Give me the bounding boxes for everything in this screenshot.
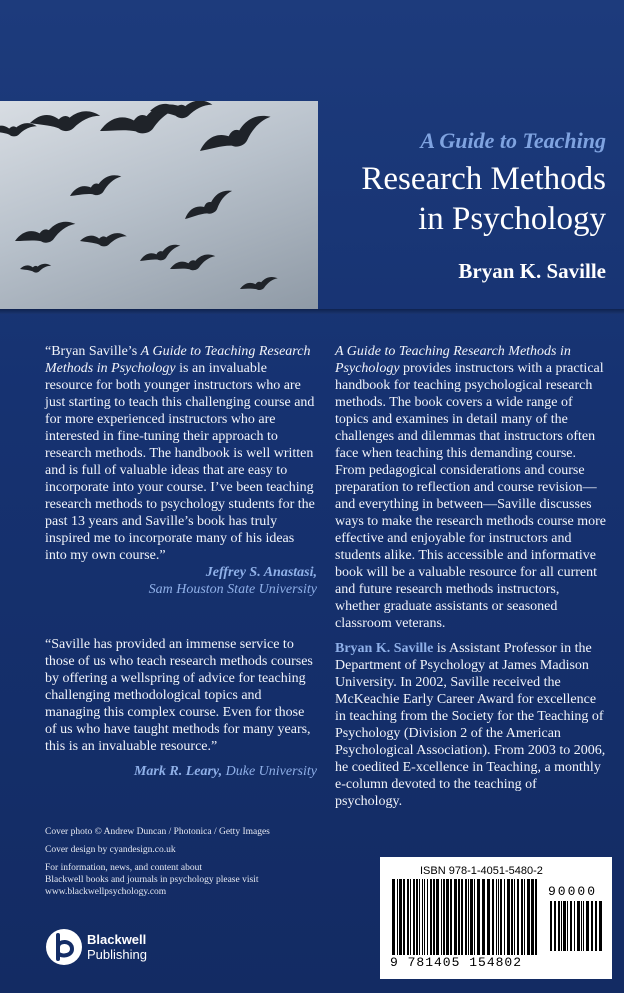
citation-1-affiliation: Sam Houston State University [148,582,317,597]
photo-credit: Cover photo © Andrew Duncan / Photonica / Getty Images [45,827,270,837]
publisher-info-line-2: Blackwell books and journals in psychology please visit [45,875,259,885]
barcode-stripe [430,879,432,955]
barcode-stripe [482,879,485,955]
barcode-stripe [511,879,513,955]
book-description [335,343,607,632]
barcode-stripe [477,879,480,955]
barcode-stripe [443,879,445,955]
barcode-stripe [433,879,435,955]
citation-1-name: Jeffrey S. Anastasi, [205,565,317,580]
barcode-stripe [465,879,467,955]
barcode-stripe [524,879,525,955]
barcode-stripe [468,879,469,955]
barcode-stripe [422,879,423,955]
barcode-stripe [577,901,580,951]
barcode-stripe [527,879,530,955]
bio-author-name: Bryan K. Saville [335,641,434,656]
barcode-stripe [567,901,568,951]
citation-2-affiliation: Duke University [222,764,317,779]
barcode-stripe [498,879,499,955]
endorsement-quote-2: “Saville has provided an immense service to those of us who teach research methods courses by offering a wellspring of advice for teaching challenging methodological topics and managing this complex course. Even for those of us who have taught methods for many years, this is an invaluable resource.” [45,637,313,754]
endorsement-citation-2 [45,763,317,780]
publisher-info-line-1: For information, news, and content about [45,863,202,873]
publisher-info-url: www.blackwellpsychology.com [45,887,167,897]
barcode-stripe [403,879,405,955]
barcode-stripe [535,879,537,955]
description-column [335,343,607,810]
quote-1-book-title: A Guide to Teaching Research Methods in Psychology [45,344,311,376]
barcode-stripe [583,901,584,951]
barcode-stripe [563,901,566,951]
barcode-stripe [492,879,494,955]
citation-2-name: Mark R. Leary, [133,764,223,779]
barcode-stripe [496,879,497,955]
barcode-stripe [504,879,505,955]
barcode-stripe [474,879,475,955]
barcode-stripe [531,879,534,955]
barcode-stripe [436,879,439,955]
barcode-digits: 9 781405 154802 [390,955,523,970]
barcode-stripe [550,901,552,951]
birds-illustration [0,101,318,309]
barcode-stripe [521,879,523,955]
barcode-stripe [413,879,415,955]
barcode-stripe [461,879,463,955]
price-code: 90000 [548,884,598,899]
barcode-stripe [419,879,420,955]
publisher-name-line-2: Publishing [87,947,147,962]
barcode-stripe [446,879,449,955]
author-bio [335,640,607,810]
price-barcode [548,901,604,951]
isbn-number: ISBN 978-1-4051-5480-2 [420,865,543,877]
barcode-stripe [507,879,510,955]
quote-1-text: is an invaluable resource for both younger instructors who are just starting to teach this challenging course and for more experienced instructors who are interested in fine-tuning their approach to research methods. The handbook is well written and is full of valuable ideas that are easy to incorporate into your course. I’ve been teaching research methods to psychology students for the past 13 years and Saville’s book has truly inspired me to incorporate many of his ideas into my own course.” [45,361,315,563]
barcode-stripe [517,879,519,955]
isbn-barcode [390,879,540,955]
bio-text: is Assistant Professor in the Department of Psychology at James Madison University. In 2002, Saville received the McKeachie Early Career Award for excellence in teaching from the Society for the Teaching of Psychology (Division 2 of the American Psychological Association). From 2003 to 2006, he coedited E-xcellence in Teaching, a monthly e-column devoted to the teaching of psychology. [335,641,606,809]
barcode-stripe [397,879,398,955]
book-title-line-2: in Psychology [418,201,606,237]
publisher-name-line-1: Blackwell [87,932,147,947]
description-text: provides instructors with a practical handbook for teaching psychological research methods. The book covers a wide range of topics and examines in detail many of the challenges and dilemmas that instructors often face when teaching this demanding course. From pedagogical considerations and course preparation to reflection and course revision—and everything in between—Saville discusses ways to make the research methods course more effective and enjoyable for instructors and students alike. This accessible and informative book will be a valuable resource for all current and future research methods instructors, whether graduate assistants or seasoned classroom veterans. [335,361,606,631]
blackwell-logo-icon [45,928,83,966]
barcode-stripe [416,879,418,955]
description-book-title: A Guide to Teaching Research Methods in Psychology [335,344,571,376]
barcode-stripe [392,879,395,955]
blackwell-publishing-logo [45,928,245,968]
barcode-stripe [399,879,402,955]
barcode-stripe [407,879,409,955]
barcode-stripe [561,901,562,951]
barcode-stripe [470,879,473,955]
barcode-panel [380,857,612,979]
barcode-stripe [410,879,411,955]
title-block [318,101,624,309]
barcode-stripe [570,901,572,951]
series-title: A Guide to Teaching [420,128,606,153]
barcode-stripe [586,901,589,951]
barcode-stripe [581,901,582,951]
endorsement-citation-1 [45,564,317,598]
barcode-stripe [427,879,428,955]
barcode-stripe [558,901,560,951]
barcode-stripe [424,879,425,955]
barcode-stripe [450,879,452,955]
barcode-stripe [514,879,515,955]
barcode-stripe [454,879,457,955]
barcode-stripe [591,901,593,951]
barcode-stripe [595,901,597,951]
publisher-name [87,932,147,962]
design-credit: Cover design by cyandesign.co.uk [45,845,176,855]
barcode-stripe [487,879,490,955]
barcode-stripe [599,901,602,951]
endorsement-quote-1 [45,343,317,564]
section-divider [0,309,624,314]
publisher-info [45,862,345,898]
barcode-stripe [554,901,556,951]
quote-1-lead: “Bryan Saville’s [45,344,141,359]
barcode-stripe [500,879,502,955]
barcode-stripe [458,879,460,955]
cover-photo-birds [0,101,318,309]
author-name: Bryan K. Saville [458,259,606,283]
barcode-stripe [574,901,575,951]
book-title-line-1: Research Methods [361,161,606,197]
barcode-stripe [441,879,442,955]
